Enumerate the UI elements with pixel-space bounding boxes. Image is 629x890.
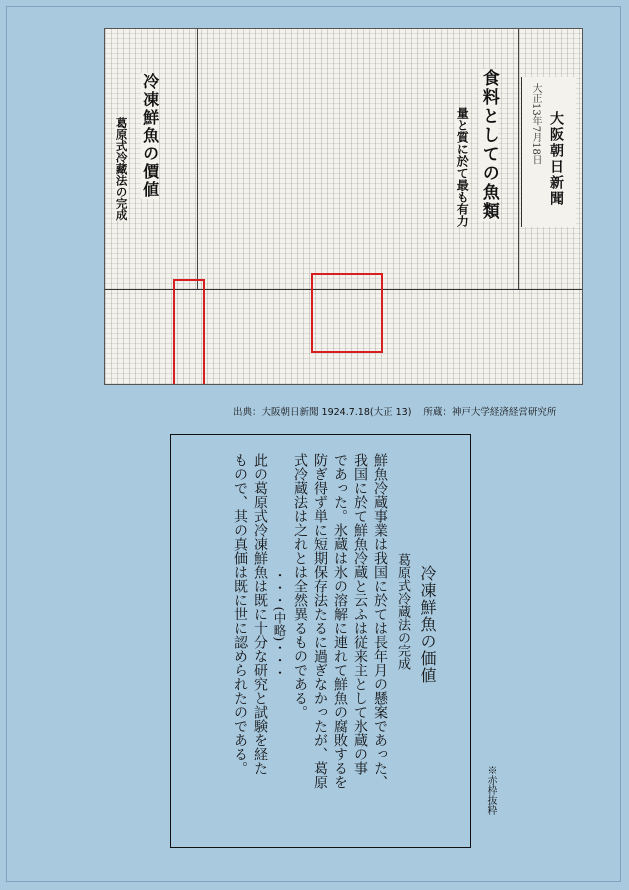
transcription-line-7: もので、其の真価は既に世に認められたのである。 <box>232 453 248 775</box>
article2-subtitle: 葛原式冷藏法の完成 <box>114 117 129 221</box>
transcription-line-6: 此の葛原式冷凍鮮魚は既に十分な研究と試験を経た <box>252 453 268 775</box>
article-divider <box>197 29 198 289</box>
transcription-line-5: 式冷蔵法は之れとは全然異るものである。 <box>292 453 308 719</box>
holder-value: 神戸大学経済経営研究所 <box>451 407 557 418</box>
newspaper-clipping <box>104 28 583 385</box>
transcription-line-3: であった。氷蔵は氷の溶解に連れて鮮魚の腐敗するを <box>332 453 348 789</box>
source-citation <box>233 404 593 418</box>
transcription-panel <box>170 434 471 848</box>
source-value: 大阪朝日新聞 1924.7.18(大正 13) <box>261 407 412 418</box>
transcription-line-2: 我国に於て鮮魚冷蔵と云ふは従来主として氷蔵の事 <box>352 453 368 775</box>
newspaper-name: 大阪朝日新聞 <box>548 111 564 207</box>
excerpt-highlight-1 <box>173 279 205 385</box>
article1-title: 食料としての魚類 <box>478 69 499 221</box>
article1-subtitle: 量と質に於て最も有力 <box>455 107 470 227</box>
excerpt-highlight-2 <box>311 273 383 353</box>
article2-title: 冷凍鮮魚の價値 <box>140 73 160 199</box>
excerpt-note: ※赤枠抜粋 <box>485 765 496 815</box>
masthead <box>521 77 576 227</box>
holder-label: 所蔵： <box>423 407 452 418</box>
source-label: 出典： <box>233 407 262 418</box>
masthead-divider <box>518 29 519 289</box>
transcription-ellipsis: ・・・(中略)・・・ <box>272 569 287 679</box>
transcription-line-4: 防ぎ得ず単に短期保存法たるに過ぎなかったが、葛原 <box>312 453 328 789</box>
transcription-title: 冷凍鮮魚の価値 <box>418 565 437 684</box>
transcription-subtitle: 葛原式冷蔵法の完成 <box>395 553 410 670</box>
transcription-line-1: 鮮魚冷蔵事業は我国に於ては長年月の懸案であった、 <box>372 453 388 789</box>
issue-date: 大正13年7月18日 <box>530 83 541 165</box>
